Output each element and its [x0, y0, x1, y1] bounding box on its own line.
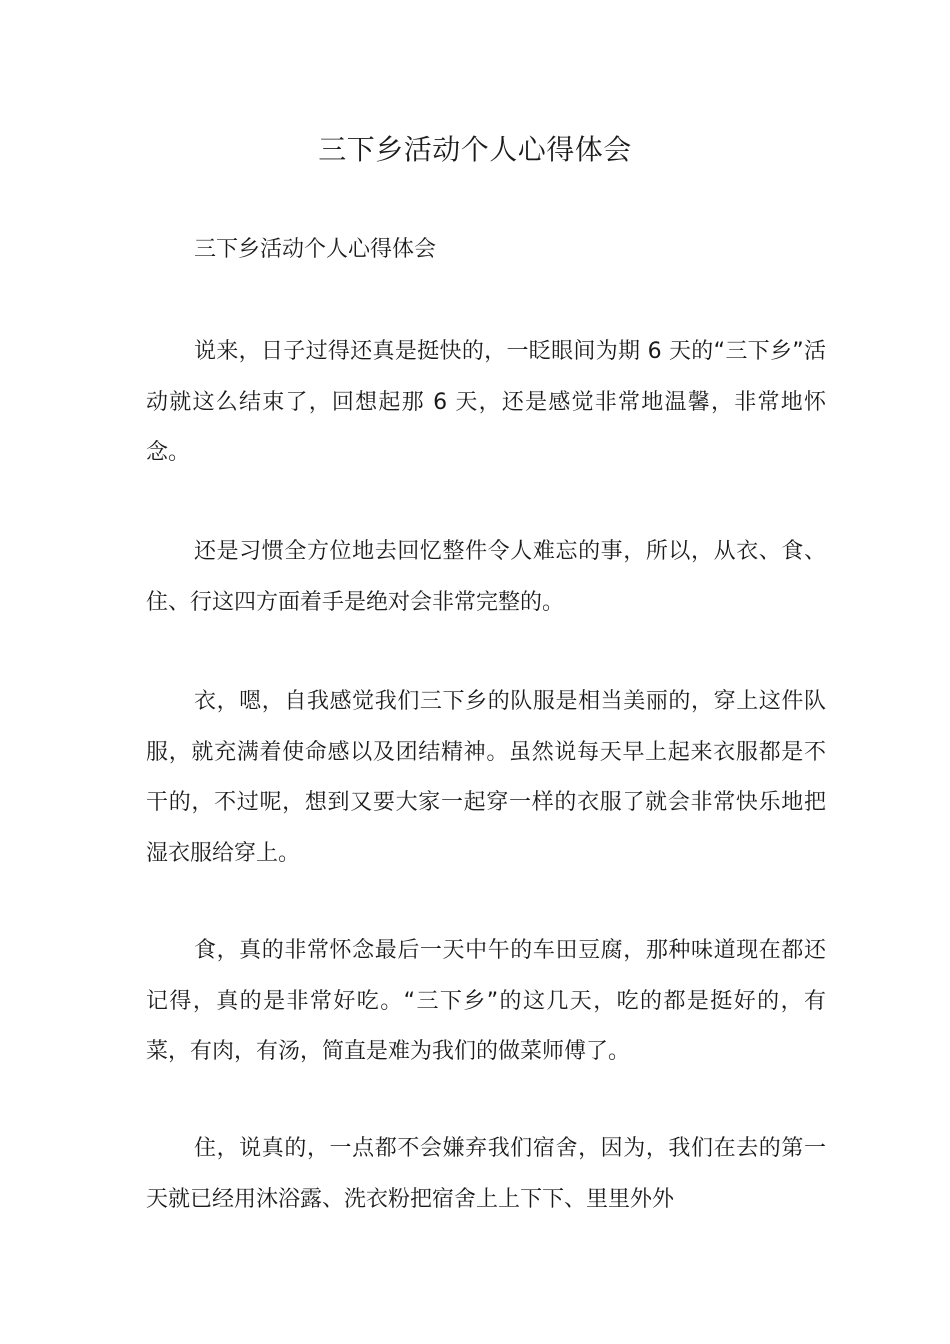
- paragraph-overview: 还是习惯全方位地去回忆整件令人难忘的事，所以，从衣、食、住、行这四方面着手是绝对会非常完整的。: [146, 539, 826, 615]
- paragraph-lodging: 住，说真的，一点都不会嫌弃我们宿舍，因为，我们在去的第一天就已经用沐浴露、洗衣粉把宿舍上上下下、里里外外: [146, 1136, 826, 1212]
- paragraph-food: 食，真的非常怀念最后一天中午的车田豆腐，那种味道现在都还记得，真的是非常好吃。“三下乡”的这几天，吃的都是挺好的，有菜，有肉，有汤，简直是难为我们的做菜师傅了。: [146, 938, 826, 1064]
- document-subtitle: 三下乡活动个人心得体会: [194, 237, 437, 262]
- paragraph-intro: 说来，日子过得还真是挺快的，一眨眼间为期 6 天的“三下乡”活动就这么结束了，回想起那 6 天，还是感觉非常地温馨，非常地怀念。: [146, 339, 826, 465]
- document-title: 三下乡活动个人心得体会: [318, 133, 632, 166]
- paragraph-clothing: 衣，嗯，自我感觉我们三下乡的队服是相当美丽的，穿上这件队服，就充满着使命感以及团结精神。虽然说每天早上起来衣服都是不干的，不过呢，想到又要大家一起穿一样的衣服了就会非常快乐地把湿衣服给穿上。: [146, 689, 826, 866]
